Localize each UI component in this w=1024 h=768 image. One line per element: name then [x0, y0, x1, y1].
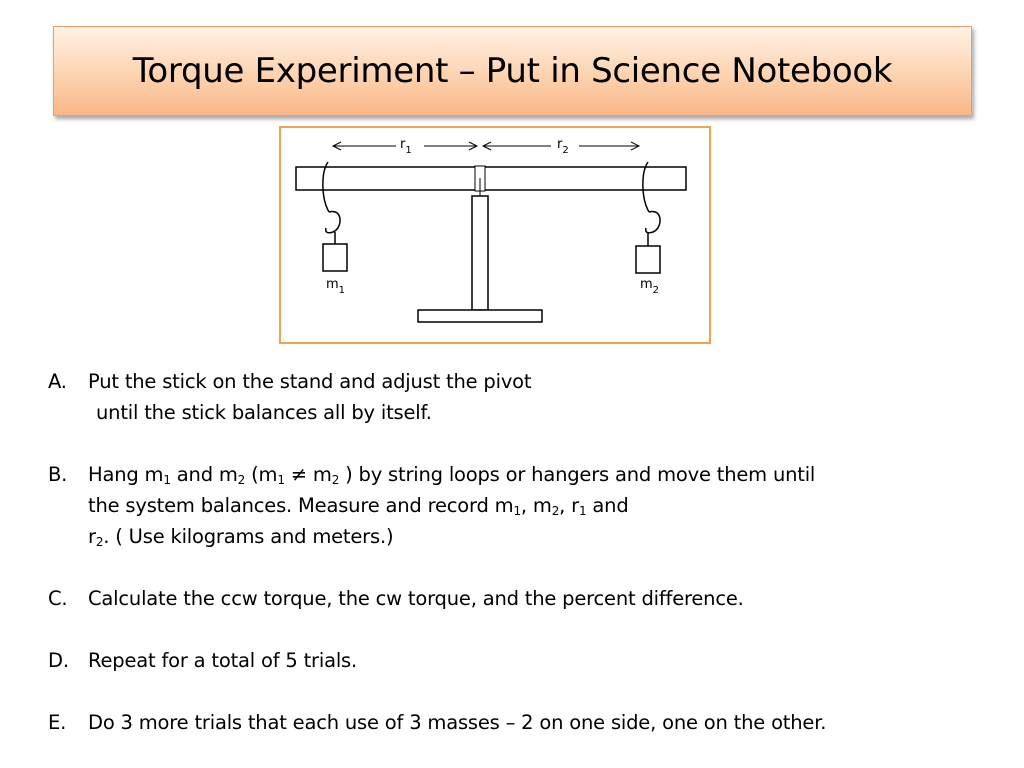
step-letter: D.: [48, 649, 69, 672]
step-letter: C.: [48, 587, 68, 610]
step-e: [48, 707, 1018, 738]
r2-letter: r: [557, 137, 563, 152]
balance-diagram: [279, 126, 711, 344]
m2-subscript: 2: [652, 285, 660, 296]
step-text: Calculate the ccw torque, the cw torque, and the percent difference.: [88, 587, 744, 610]
step-d: [48, 645, 1018, 676]
step-text: Repeat for a total of 5 trials.: [88, 649, 357, 672]
step-c: [48, 583, 1018, 614]
text-run: and: [586, 494, 629, 517]
step-text: [88, 366, 1018, 428]
r1-subscript: 1: [405, 145, 412, 156]
subscript: 2: [95, 535, 104, 549]
step-b: [48, 459, 1018, 552]
step-text: Do 3 more trials that each use of 3 masses – 2 on one side, one on the other.: [88, 711, 827, 734]
m2-letter: m: [640, 277, 653, 292]
r2-label: [557, 137, 569, 156]
subscript: 2: [237, 473, 246, 487]
subscript: 2: [551, 504, 560, 518]
mass-m1: [323, 244, 347, 271]
subscript: 1: [277, 473, 285, 487]
text-run: . ( Use kilograms and meters.): [103, 525, 394, 548]
text-run: ) by string loops or hangers and move them until: [339, 463, 816, 486]
subscript: 1: [163, 473, 171, 487]
text-run: r: [88, 525, 96, 548]
text-run: , r: [559, 494, 579, 517]
text-run: (m: [245, 463, 278, 486]
step-a-line-1: Put the stick on the stand and adjust the pivot: [88, 370, 532, 393]
page-title: Torque Experiment – Put in Science Notebook: [132, 51, 893, 91]
text-run: ≠ m: [284, 463, 332, 486]
instruction-list: [48, 366, 1018, 768]
r1-label: [400, 137, 412, 156]
subscript: 1: [513, 504, 521, 518]
step-text: [88, 459, 1018, 552]
m2-label: [640, 277, 659, 296]
text-run: the system balances. Measure and record m: [88, 494, 514, 517]
stand-base: [418, 310, 542, 322]
r2-subscript: 2: [562, 145, 569, 156]
step-letter: E.: [48, 711, 67, 734]
step-a-line-2: until the stick balances all by itself.: [96, 401, 432, 424]
text-run: Hang m: [88, 463, 164, 486]
step-a: [48, 366, 1018, 428]
mass-m2: [636, 246, 660, 273]
step-letter: A.: [48, 370, 67, 393]
m1-label: [326, 277, 345, 296]
text-run: , m: [520, 494, 552, 517]
step-letter: B.: [48, 463, 68, 486]
r1-letter: r: [400, 137, 406, 152]
m1-subscript: 1: [338, 285, 346, 296]
title-banner: [53, 26, 972, 116]
subscript: 1: [578, 504, 587, 518]
subscript: 2: [331, 473, 340, 487]
stick: [296, 167, 686, 190]
balance-diagram-svg: [281, 128, 709, 342]
m1-letter: m: [326, 277, 339, 292]
text-run: and m: [170, 463, 238, 486]
stand-post: [472, 196, 488, 310]
